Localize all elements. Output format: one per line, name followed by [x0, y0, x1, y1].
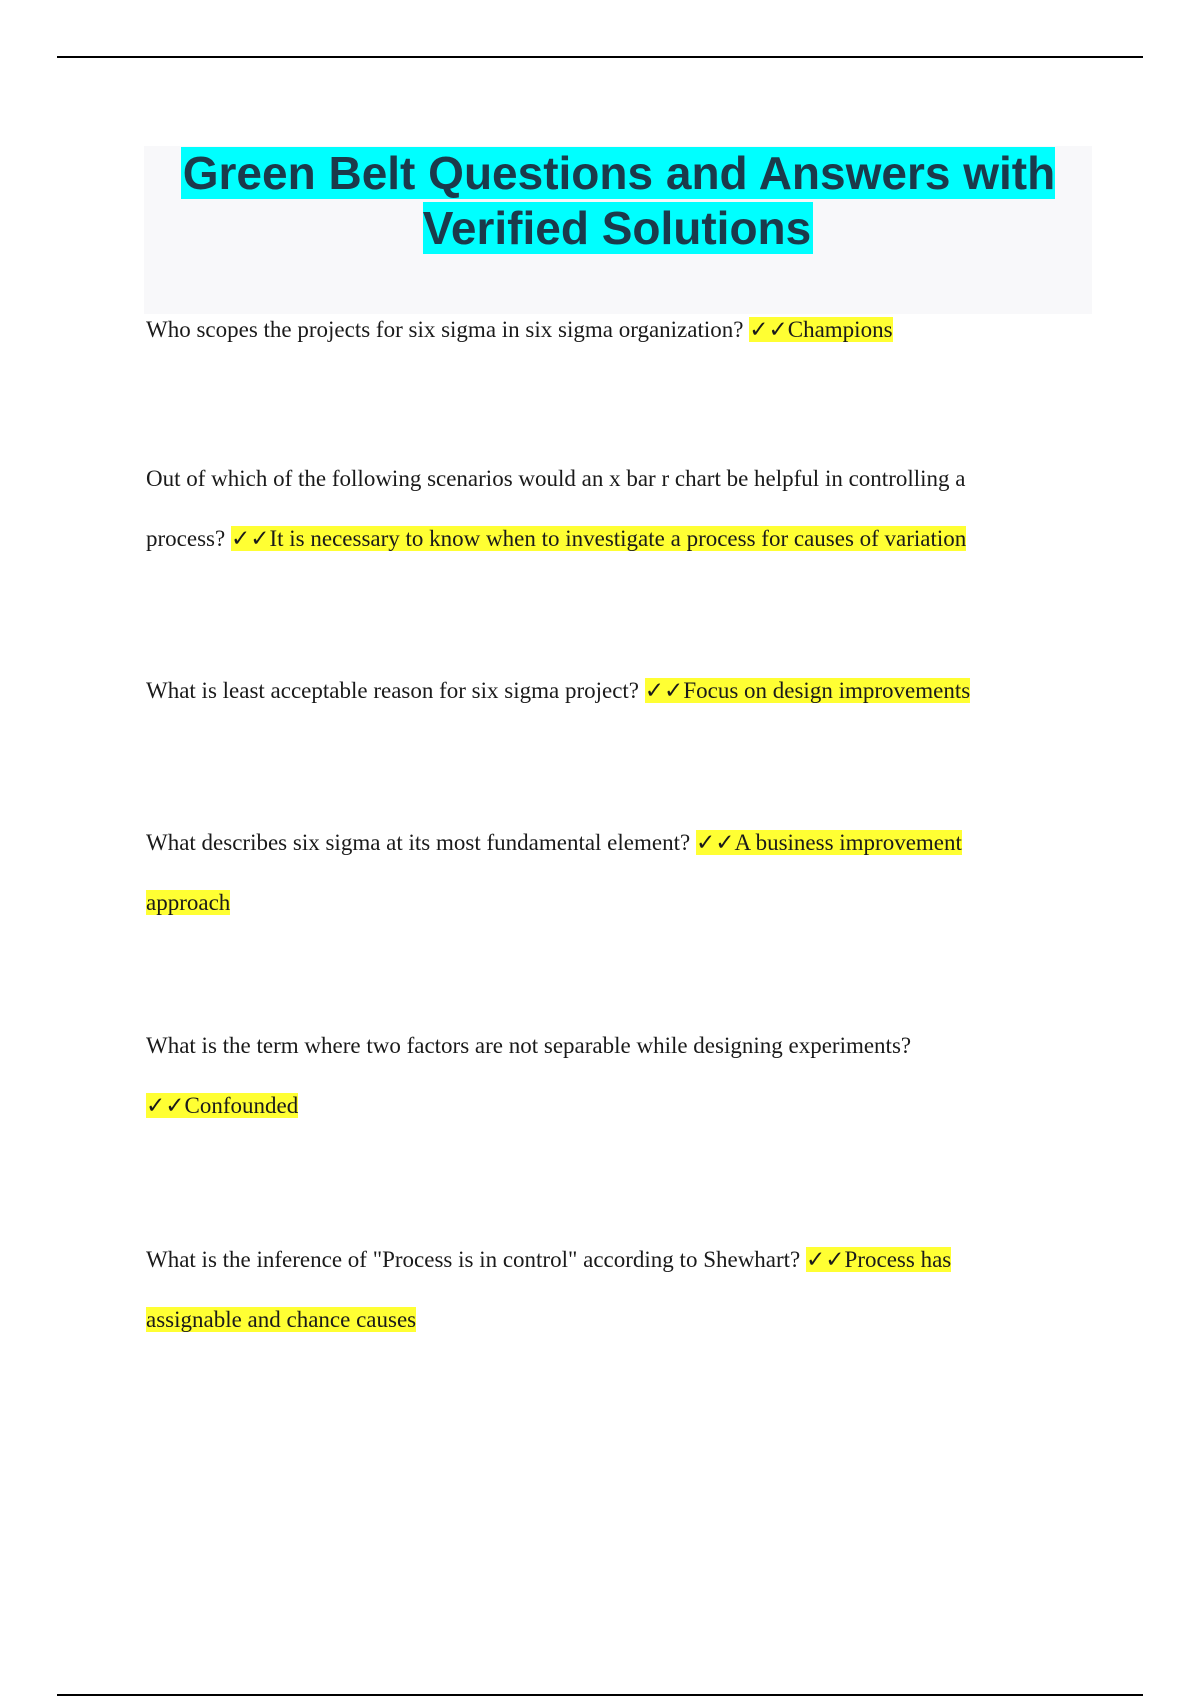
- question-text: Out of which of the following scenarios would an x bar r chart be helpful in controlling a process?: [146, 466, 966, 551]
- qa-item-5: [146, 1016, 1026, 1136]
- answer-text: ✓✓A business improvement approach: [146, 830, 962, 915]
- answer-text: ✓✓Focus on design improvements: [644, 678, 971, 703]
- question-text: What is the term where two factors are not separable while designing experiments?: [146, 1033, 912, 1058]
- question-text: What describes six sigma at its most fundamental element?: [146, 830, 696, 855]
- qa-item-3: [146, 661, 1026, 721]
- header-rule: [57, 56, 1143, 58]
- answer-text: ✓✓Process has assignable and chance causes: [146, 1247, 952, 1332]
- qa-item-1: [146, 300, 1026, 360]
- title-block: [144, 146, 1092, 314]
- answer-text: ✓✓It is necessary to know when to investigate a process for causes of variation: [230, 526, 967, 551]
- footer-rule: [57, 1694, 1143, 1696]
- answer-text: ✓✓Confounded: [146, 1093, 299, 1118]
- document-title-text: Green Belt Questions and Answers with Verified Solutions: [182, 147, 1056, 254]
- question-text: Who scopes the projects for six sigma in six sigma organization?: [146, 317, 750, 342]
- question-text: What is the inference of "Process is in control" according to Shewhart?: [146, 1247, 807, 1272]
- question-text: What is least acceptable reason for six sigma project?: [146, 678, 645, 703]
- document-title: [144, 146, 1092, 256]
- qa-item-4: [146, 813, 1026, 933]
- answer-text: ✓✓Champions: [749, 317, 893, 342]
- qa-item-2: [146, 449, 1026, 569]
- qa-item-6: [146, 1230, 1026, 1350]
